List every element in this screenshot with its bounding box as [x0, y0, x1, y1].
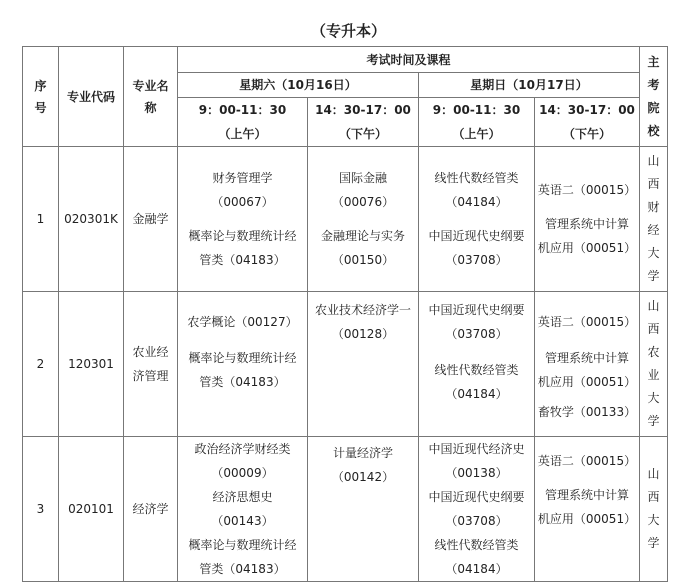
- course-text: （03708）: [445, 327, 508, 341]
- row-seq-value: 3: [36, 502, 45, 516]
- course-cell: [308, 437, 418, 581]
- course-text: 管理系统中计算: [544, 488, 629, 502]
- row-major: [124, 292, 177, 436]
- header-exam-label: 考试时间及课程: [366, 52, 451, 67]
- course-text: 概率论与数理统计经: [188, 229, 297, 243]
- course-text: （03708）: [445, 514, 508, 528]
- course-text: 金融理论与实务: [320, 229, 405, 243]
- row-code: [59, 437, 123, 581]
- header-slot2-period: （下午）: [338, 127, 387, 141]
- school-char: 西: [647, 322, 660, 336]
- school-cell: [640, 147, 667, 291]
- course-text: （00128）: [331, 327, 395, 341]
- course-cell: [178, 437, 307, 581]
- header-slot2: [308, 98, 418, 146]
- course-text: （00009）: [211, 466, 274, 480]
- row-code: [59, 147, 123, 291]
- header-major-line: 专业名: [132, 78, 169, 93]
- course-text: （00143）: [211, 514, 274, 528]
- header-school-char: 院: [647, 100, 660, 115]
- school-char: 学: [647, 269, 660, 283]
- course-text: （04184）: [445, 387, 508, 401]
- page-title: （专升本）: [310, 22, 386, 40]
- course-cell: [419, 437, 534, 581]
- header-day1-label: 星期六（10月16日）: [239, 78, 357, 92]
- course-text: 机应用（00051）: [537, 512, 637, 526]
- school-char: 学: [647, 414, 660, 428]
- course-text: 机应用（00051）: [537, 375, 637, 389]
- course-text: 机应用（00051）: [537, 241, 637, 255]
- course-cell: [535, 292, 639, 436]
- header-day2-label: 星期日（10月17日）: [470, 78, 588, 92]
- course-cell: [535, 437, 639, 581]
- course-text: 管理系统中计算: [544, 217, 629, 231]
- course-cell: [308, 147, 418, 291]
- header-exam: [178, 47, 639, 72]
- header-slot1-period: （上午）: [218, 127, 267, 141]
- row-code-value: 020301K: [64, 212, 118, 226]
- course-text: 计量经济学: [332, 446, 393, 460]
- course-text: 英语二（00015）: [537, 315, 637, 329]
- course-text: 英语二（00015）: [537, 454, 637, 468]
- header-seq: [23, 47, 58, 146]
- header-school-char: 校: [647, 123, 660, 138]
- header-slot4-period: （下午）: [562, 127, 611, 141]
- row-code-value: 120301: [68, 357, 114, 371]
- school-cell: [640, 437, 667, 581]
- row-code-value: 020101: [68, 502, 114, 516]
- course-text: 管类（04183）: [199, 375, 286, 389]
- course-text: 英语二（00015）: [537, 183, 637, 197]
- course-text: 线性代数经管类: [434, 171, 519, 185]
- school-cell: [640, 292, 667, 436]
- school-char: 业: [647, 368, 660, 382]
- course-text: 概率论与数理统计经: [188, 538, 297, 552]
- row-major: [124, 147, 177, 291]
- header-slot3: [419, 98, 534, 146]
- school-char: 西: [647, 490, 660, 504]
- course-text: （00076）: [331, 195, 395, 209]
- school-char: 山: [647, 299, 660, 313]
- row-major: [124, 437, 177, 581]
- row-seq: [23, 147, 58, 291]
- row-code: [59, 292, 123, 436]
- school-char: 大: [647, 246, 660, 260]
- row-major-value: 济管理: [132, 369, 169, 383]
- course-text: 管理系统中计算: [544, 351, 629, 365]
- course-cell: [178, 147, 307, 291]
- header-major: [124, 47, 177, 146]
- row-seq: [23, 437, 58, 581]
- course-cell: [419, 147, 534, 291]
- exam-schedule-table: [22, 46, 668, 582]
- school-char: 财: [647, 200, 660, 214]
- school-char: 西: [647, 177, 660, 191]
- header-day1: [178, 73, 418, 97]
- school-char: 山: [647, 154, 660, 168]
- course-cell: [178, 292, 307, 436]
- course-text: 管类（04183）: [199, 562, 286, 576]
- course-text: 中国近现代史纲要: [428, 229, 525, 243]
- header-school-char: 考: [647, 77, 660, 92]
- school-char: 大: [647, 391, 660, 405]
- header-slot3-period: （上午）: [452, 127, 501, 141]
- school-char: 经: [647, 223, 660, 237]
- course-text: 农业技术经济学一: [314, 303, 411, 317]
- header-slot3-time: 9：00-11：30: [432, 103, 521, 117]
- header-day2: [419, 73, 639, 97]
- course-text: 线性代数经管类: [434, 538, 519, 552]
- course-text: （00142）: [331, 470, 395, 484]
- course-cell: [419, 292, 534, 436]
- course-text: 政治经济学财经类: [194, 442, 291, 456]
- course-text: （00150）: [331, 253, 395, 267]
- school-char: 学: [647, 536, 660, 550]
- header-slot1: [178, 98, 307, 146]
- course-text: （00138）: [445, 466, 508, 480]
- course-text: 财务管理学: [212, 171, 273, 185]
- course-text: 经济思想史: [212, 490, 273, 504]
- course-text: 管类（04183）: [199, 253, 286, 267]
- course-text: 概率论与数理统计经: [188, 351, 297, 365]
- course-text: 国际金融: [338, 171, 387, 185]
- header-slot4: [535, 98, 639, 146]
- row-seq-value: 2: [36, 357, 45, 371]
- course-text: 中国近现代经济史: [428, 442, 525, 456]
- header-slot1-time: 9：00-11：30: [198, 103, 287, 117]
- header-school: [640, 47, 667, 146]
- header-seq-line: 号: [34, 100, 47, 115]
- header-slot4-time: 14：30-17：00: [539, 103, 635, 117]
- header-slot2-time: 14：30-17：00: [315, 103, 411, 117]
- row-seq-value: 1: [36, 212, 45, 226]
- course-text: 中国近现代史纲要: [428, 490, 525, 504]
- course-text: 畜牧学（00133）: [537, 405, 637, 419]
- course-text: （03708）: [445, 253, 508, 267]
- header-major-line: 称: [144, 100, 157, 115]
- course-text: 中国近现代史纲要: [428, 303, 525, 317]
- course-cell: [535, 147, 639, 291]
- row-seq: [23, 292, 58, 436]
- school-char: 大: [647, 513, 660, 527]
- school-char: 农: [647, 345, 660, 359]
- course-text: 农学概论（00127）: [187, 315, 298, 329]
- course-text: （04184）: [445, 562, 508, 576]
- course-text: 线性代数经管类: [434, 363, 519, 377]
- header-school-char: 主: [647, 54, 660, 69]
- course-cell: [308, 292, 418, 436]
- row-major-value: 农业经: [132, 345, 169, 359]
- row-major-value: 经济学: [132, 502, 169, 516]
- header-code-label: 专业代码: [66, 89, 115, 104]
- header-code: [59, 47, 123, 146]
- course-text: （04184）: [445, 195, 508, 209]
- course-text: （00067）: [211, 195, 274, 209]
- row-major-value: 金融学: [132, 212, 169, 226]
- school-char: 山: [647, 467, 660, 481]
- header-seq-line: 序: [34, 78, 47, 93]
